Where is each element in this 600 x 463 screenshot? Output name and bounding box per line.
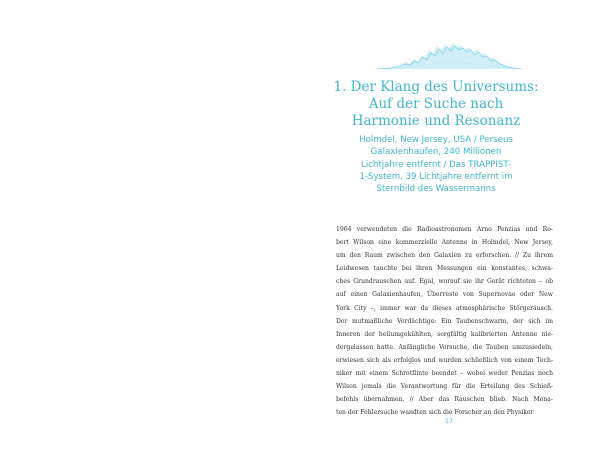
body-line: 1964 verwendeten die Radioastronomen Arno Penzias und Ro-: [336, 226, 553, 233]
chapter-title: [326, 79, 546, 130]
body-line: auf einen Galaxienhaufen, Überreste von Supernovae oder New: [336, 291, 553, 299]
body-line: Inneren der heliumgekühlten, sorgfältig kalibrierten Antenne nie-: [336, 330, 553, 338]
sound-wave-decoration: [377, 40, 522, 70]
body-line: um den Raum zwischen den Galaxien zu erforschen. // Zu ihrem: [336, 252, 553, 260]
body-line: niker mit einem Schrotflinte beendet – wobei weder Penzias noch: [336, 370, 553, 378]
body-paragraph: [336, 223, 553, 419]
body-line: Der mutmaßliche Verdächtige: Ein Taubenschwarm, der sich im: [336, 317, 553, 325]
location-line: Holmdel, New Jersey, USA / Perseus: [359, 135, 513, 145]
chapter-title-line: Auf der Suche nach: [368, 96, 504, 112]
chapter-title-line: Harmonie und Resonanz: [351, 113, 521, 129]
chapter-locations: [326, 134, 546, 195]
body-line: York City –, immer war da dieses atmosphärische Störgeräusch.: [336, 304, 553, 312]
location-line: Galaxienhaufen, 240 Millionen: [370, 147, 502, 158]
body-line: befehls übernahmen. // Aber das Rauschen blieb. Nach Mona-: [336, 396, 553, 404]
body-line: Leidwesen tauchte bei ihren Messungen ein konstantes, schwa-: [336, 265, 553, 273]
location-line: 1-System, 39 Lichtjahre entfernt im: [359, 171, 513, 182]
body-line: erwiesen sich als erfolglos und wurden schließlich von einem Tech-: [336, 356, 553, 364]
body-line: dergelassen hatte. Anfängliche Versuche, die Tauben umzusiedeln,: [336, 343, 553, 351]
body-line: ten der Fehlersuche wandten sich die Forscher an den Physiker: [336, 409, 534, 417]
chapter-title-line: 1. Der Klang des Universums:: [333, 79, 539, 95]
body-line: Wilson jemals die Verantwortung für die Erteilung des Schieß-: [336, 383, 553, 391]
page-number: 17: [444, 417, 454, 425]
location-line: Sternbild des Wassermanns: [376, 184, 496, 195]
body-line: bert Wilson eine kommerzielle Antenne in Holmdel, New Jersey,: [336, 239, 553, 247]
location-line: Lichtjahre entfernt / Das TRAPPIST-: [361, 159, 511, 170]
body-line: ches Grundrauschen auf. Egal, worauf sie ihr Gerät richteten – ob: [336, 278, 553, 286]
